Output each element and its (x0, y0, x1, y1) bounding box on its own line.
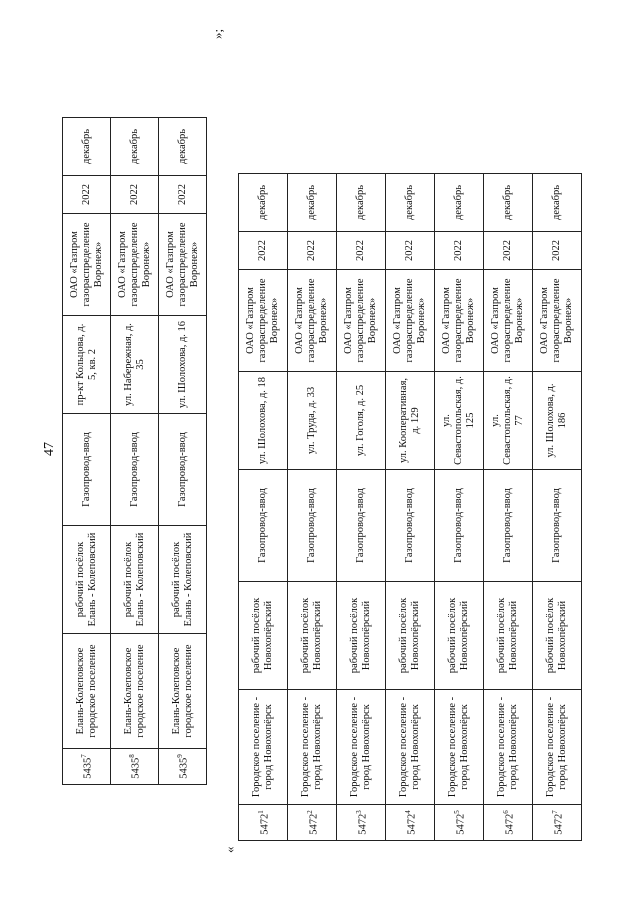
table-continuation (62, 117, 207, 785)
settlement-cell: Городское поселение - город Новохопёрск (435, 690, 484, 805)
table-row (484, 174, 533, 841)
month-cell: декабрь (288, 174, 337, 232)
year-cell: 2022 (484, 232, 533, 270)
year-cell: 2022 (533, 232, 582, 270)
address-cell: ул. Набережная, д. 35 (111, 316, 159, 414)
settlement-cell: Городское поселение - город Новохопёрск (533, 690, 582, 805)
month-cell: декабрь (63, 118, 111, 176)
table-row (533, 174, 582, 841)
org-cell: ОАО «Газпром газораспределение Воронеж» (111, 214, 159, 316)
settlement-cell: Городское поселение - город Новохопёрск (337, 690, 386, 805)
locality-cell: рабочий посёлок Новохопёрский (386, 582, 435, 690)
settlement-cell: Городское поселение - город Новохопёрск (288, 690, 337, 805)
locality-cell: рабочий посёлок Новохопёрский (484, 582, 533, 690)
org-cell: ОАО «Газпром газораспределение Воронеж» (533, 270, 582, 372)
row-number-cell (337, 805, 386, 841)
row-number: 5435 (178, 757, 190, 779)
org-cell: ОАО «Газпром газораспределение Воронеж» (484, 270, 533, 372)
month-cell: декабрь (239, 174, 288, 232)
month-cell: декабрь (111, 118, 159, 176)
row-number-cell (484, 805, 533, 841)
open-quote: « (222, 846, 237, 853)
address-cell: ул. Севастопольская, д. 125 (435, 372, 484, 470)
settlement-cell: Елань-Колеповское городское поселение (159, 634, 207, 749)
row-number-cell (288, 805, 337, 841)
object-cell: Газопровод-ввод (435, 470, 484, 582)
month-cell: декабрь (159, 118, 207, 176)
row-number-superscript: 5 (452, 810, 461, 814)
object-cell: Газопровод-ввод (533, 470, 582, 582)
year-cell: 2022 (111, 176, 159, 214)
row-number-cell (435, 805, 484, 841)
row-number-superscript: 9 (176, 754, 185, 758)
row-number-superscript: 2 (305, 810, 314, 814)
object-cell: Газопровод-ввод (337, 470, 386, 582)
object-cell: Газопровод-ввод (239, 470, 288, 582)
locality-cell: рабочий посёлок Елань - Колеповский (159, 526, 207, 634)
settlement-cell: Елань-Колеповское городское поселение (63, 634, 111, 749)
row-number: 5435 (130, 757, 142, 779)
settlement-cell: Городское поселение - город Новохопёрск (484, 690, 533, 805)
row-number-cell (533, 805, 582, 841)
locality-cell: рабочий посёлок Новохопёрский (239, 582, 288, 690)
row-number: 5435 (82, 757, 94, 779)
address-cell: ул. Севастопольская, д. 77 (484, 372, 533, 470)
row-number-cell (63, 749, 111, 785)
row-number: 5472 (357, 813, 369, 835)
month-cell: декабрь (386, 174, 435, 232)
row-number-superscript: 7 (550, 810, 559, 814)
table-row (159, 118, 207, 785)
year-cell: 2022 (386, 232, 435, 270)
address-cell: ул. Кооперативная, д. 129 (386, 372, 435, 470)
row-number: 5472 (504, 813, 516, 835)
org-cell: ОАО «Газпром газораспределение Воронеж» (435, 270, 484, 372)
org-cell: ОАО «Газпром газораспределение Воронеж» (288, 270, 337, 372)
row-number: 5472 (308, 813, 320, 835)
row-number: 5472 (455, 813, 467, 835)
table-row (337, 174, 386, 841)
org-cell: ОАО «Газпром газораспределение Воронеж» (159, 214, 207, 316)
table-row (386, 174, 435, 841)
locality-cell: рабочий посёлок Новохопёрский (288, 582, 337, 690)
table-row (435, 174, 484, 841)
org-cell: ОАО «Газпром газораспределение Воронеж» (386, 270, 435, 372)
page-number: 47 (42, 442, 57, 456)
table-row (111, 118, 159, 785)
object-cell: Газопровод-ввод (63, 414, 111, 526)
address-cell: ул. Шолохова, д. 16 (159, 316, 207, 414)
address-cell: ул. Гоголя, д. 25 (337, 372, 386, 470)
month-cell: декабрь (435, 174, 484, 232)
address-cell: ул. Шолохова, д. 18 (239, 372, 288, 470)
year-cell: 2022 (239, 232, 288, 270)
locality-cell: рабочий посёлок Елань - Колеповский (111, 526, 159, 634)
address-cell: ул. Труда, д. 33 (288, 372, 337, 470)
row-number-superscript: 4 (403, 810, 412, 814)
year-cell: 2022 (435, 232, 484, 270)
row-number-superscript: 3 (354, 810, 363, 814)
object-cell: Газопровод-ввод (386, 470, 435, 582)
row-number: 5472 (553, 813, 565, 835)
row-number-cell (386, 805, 435, 841)
settlement-cell: Елань-Колеповское городское поселение (111, 634, 159, 749)
year-cell: 2022 (288, 232, 337, 270)
locality-cell: рабочий посёлок Новохопёрский (337, 582, 386, 690)
address-cell: ул. Шолохова, д. 186 (533, 372, 582, 470)
object-cell: Газопровод-ввод (159, 414, 207, 526)
row-number-cell (239, 805, 288, 841)
row-number-superscript: 8 (128, 754, 137, 758)
table-row (239, 174, 288, 841)
locality-cell: рабочий посёлок Елань - Колеповский (63, 526, 111, 634)
object-cell: Газопровод-ввод (484, 470, 533, 582)
row-number-superscript: 1 (256, 810, 265, 814)
year-cell: 2022 (159, 176, 207, 214)
month-cell: декабрь (337, 174, 386, 232)
locality-cell: рабочий посёлок Новохопёрский (435, 582, 484, 690)
settlement-cell: Городское поселение - город Новохопёрск (239, 690, 288, 805)
org-cell: ОАО «Газпром газораспределение Воронеж» (63, 214, 111, 316)
month-cell: декабрь (484, 174, 533, 232)
table-inserted-rows (238, 173, 582, 841)
row-number-superscript: 7 (80, 754, 89, 758)
row-number-cell (159, 749, 207, 785)
table-row (288, 174, 337, 841)
settlement-cell: Городское поселение - город Новохопёрск (386, 690, 435, 805)
row-number-cell (111, 749, 159, 785)
row-number: 5472 (259, 813, 271, 835)
close-quote: »; (210, 28, 225, 39)
locality-cell: рабочий посёлок Новохопёрский (533, 582, 582, 690)
org-cell: ОАО «Газпром газораспределение Воронеж» (239, 270, 288, 372)
object-cell: Газопровод-ввод (111, 414, 159, 526)
org-cell: ОАО «Газпром газораспределение Воронеж» (337, 270, 386, 372)
row-number: 5472 (406, 813, 418, 835)
month-cell: декабрь (533, 174, 582, 232)
year-cell: 2022 (63, 176, 111, 214)
year-cell: 2022 (337, 232, 386, 270)
row-number-superscript: 6 (501, 810, 510, 814)
object-cell: Газопровод-ввод (288, 470, 337, 582)
table-row (63, 118, 111, 785)
address-cell: пр-кт Кольцова, д. 5, кв. 2 (63, 316, 111, 414)
